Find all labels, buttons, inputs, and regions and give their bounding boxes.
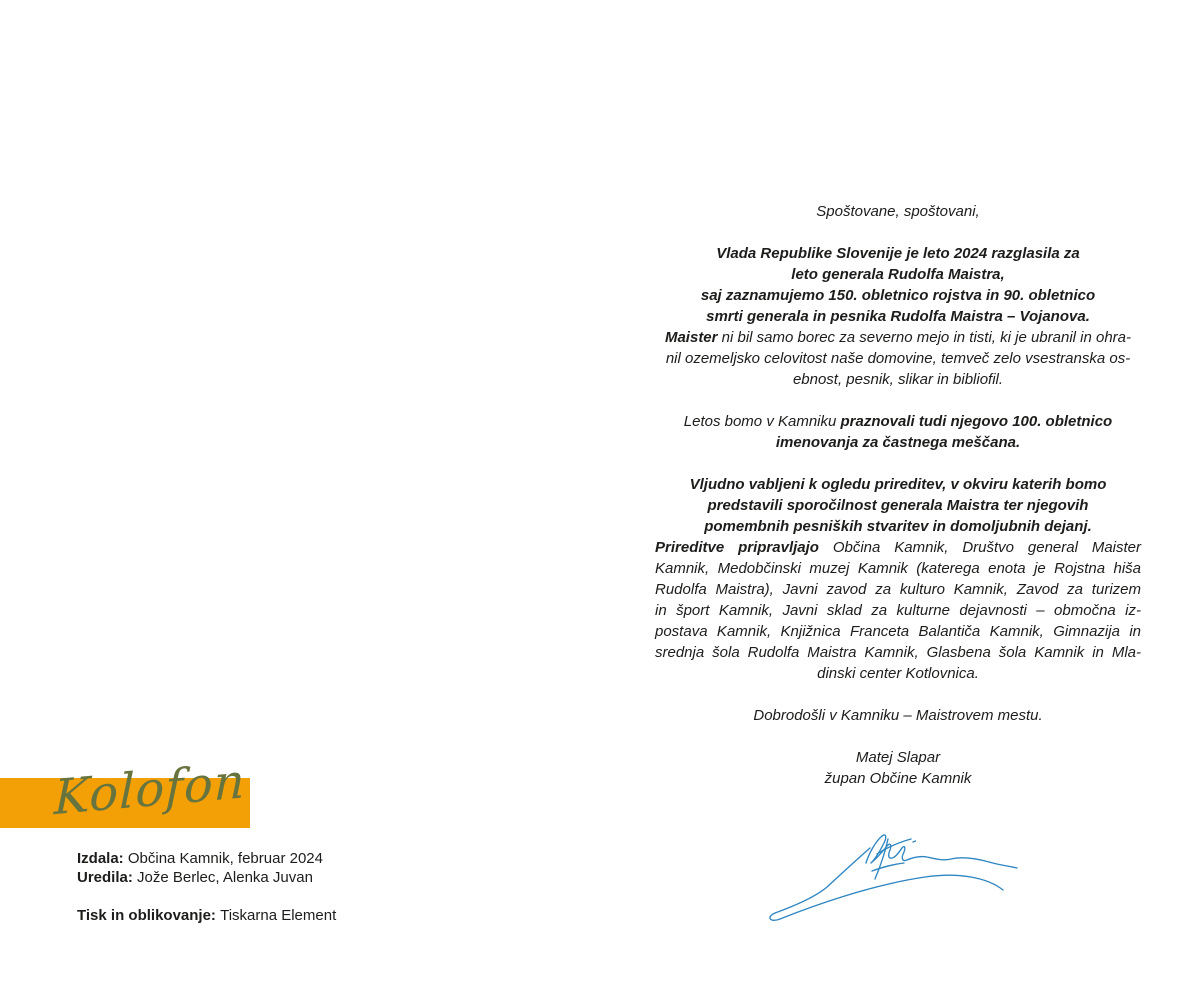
emphasis-text: Tisk in oblikovanje:: [77, 907, 221, 924]
emphasis-text: Uredila:: [77, 869, 138, 886]
body-text: Kamnik, Medobčinski muzej Kamnik (katerega enota je Rojstna hiša: [655, 560, 1141, 577]
letter-line: [655, 432, 1141, 453]
emphasis-text: Maister: [664, 329, 718, 346]
letter-line: [655, 306, 1141, 327]
letter-line: [655, 705, 1141, 726]
letter-line: [655, 537, 1141, 558]
emphasis-text: smrti generala in pesnika Rudolfa Maistra – Vojanova.: [706, 308, 1090, 325]
letter-line: [655, 558, 1141, 579]
letter-line: [655, 474, 1141, 495]
body-text: Rudolfa Maistra), Javni zavod za kulturo Kamnik, Zavod za turizem: [655, 581, 1141, 598]
body-text: dinski center Kotlovnica.: [817, 665, 979, 682]
body-text: ni bil samo borec za severno mejo in tisti, ki je ubranil in ohra-: [717, 329, 1132, 346]
emphasis-text: leto generala Rudolfa Maistra,: [791, 266, 1005, 283]
letter-line: [655, 516, 1141, 537]
imprint-line: [77, 906, 336, 925]
letter-line: [655, 621, 1141, 642]
body-text: Letos bomo v Kamniku: [683, 413, 841, 430]
body-text: Občina Kamnik, februar 2024: [127, 850, 323, 867]
body-text: Matej Slapar: [855, 749, 941, 766]
signature-stroke: [913, 841, 916, 842]
spacer-line: [655, 222, 1141, 243]
signature-scribble: [730, 815, 1040, 945]
spacer-line: [655, 684, 1141, 705]
spacer-line: [655, 390, 1141, 411]
letter-line: [655, 600, 1141, 621]
letter-line: [655, 747, 1141, 768]
kolofon-script-heading: Kolofon: [53, 753, 247, 827]
body-text: župan Občine Kamnik: [824, 770, 972, 787]
body-text: nil ozemeljsko celovitost naše domovine, temveč zelo vsestranska os-: [665, 350, 1131, 367]
spacer-line: [77, 887, 336, 906]
letter-line: [655, 201, 1141, 222]
emphasis-text: Vlada Republike Slovenije je leto 2024 razglasila za: [716, 245, 1080, 262]
imprint-block: [77, 849, 336, 925]
signature-stroke: [875, 839, 888, 879]
body-text: Jože Berlec, Alenka Juvan: [137, 869, 313, 886]
body-text: Spoštovane, spoštovani,: [816, 203, 980, 220]
letter-line: [655, 495, 1141, 516]
letter-line: [655, 579, 1141, 600]
emphasis-text: Vljudno vabljeni k ogledu prireditev, v okviru katerih bomo: [689, 476, 1107, 493]
signature-stroke: [872, 863, 904, 871]
emphasis-text: pomembnih pesniških stvaritev in domoljubnih dejanj.: [704, 518, 1092, 535]
emphasis-text: imenovanja za častnega meščana.: [775, 434, 1021, 451]
invitation-letter: [655, 201, 1141, 789]
body-text: Tiskarna Element: [220, 907, 337, 924]
spacer-line: [655, 453, 1141, 474]
emphasis-text: Prireditve pripravljajo: [655, 539, 833, 556]
letter-line: [655, 264, 1141, 285]
letter-line: [655, 243, 1141, 264]
body-text: in šport Kamnik, Javni sklad za kulturne dejavnosti – območna iz-: [655, 602, 1141, 619]
letter-line: [655, 663, 1141, 684]
letter-line: [655, 348, 1141, 369]
body-text: Občina Kamnik, Društvo general Maister: [832, 539, 1141, 556]
imprint-line: [77, 868, 336, 887]
letter-line: [655, 768, 1141, 789]
emphasis-text: Izdala:: [77, 850, 128, 867]
emphasis-text: predstavili sporočilnost generala Maistra ter njegovih: [707, 497, 1089, 514]
spacer-line: [655, 726, 1141, 747]
letter-line: [655, 411, 1141, 432]
body-text: ebnost, pesnik, slikar in bibliofil.: [792, 371, 1004, 388]
emphasis-text: praznovali tudi njegovo 100. obletnico: [840, 413, 1113, 430]
letter-line: [655, 642, 1141, 663]
letter-line: [655, 285, 1141, 306]
letter-line: [655, 327, 1141, 348]
signature-stroke: [770, 848, 1003, 920]
imprint-line: [77, 849, 336, 868]
emphasis-text: saj zaznamujemo 150. obletnico rojstva in 90. obletnico: [700, 287, 1096, 304]
body-text: Dobrodošli v Kamniku – Maistrovem mestu.: [753, 707, 1043, 724]
letter-line: [655, 369, 1141, 390]
signature-stroke: [866, 835, 1017, 868]
body-text: postava Kamnik, Knjižnica Franceta Balantiča Kamnik, Gimnazija in: [655, 623, 1141, 640]
body-text: srednja šola Rudolfa Maistra Kamnik, Glasbena šola Kamnik in Mla-: [655, 644, 1141, 661]
